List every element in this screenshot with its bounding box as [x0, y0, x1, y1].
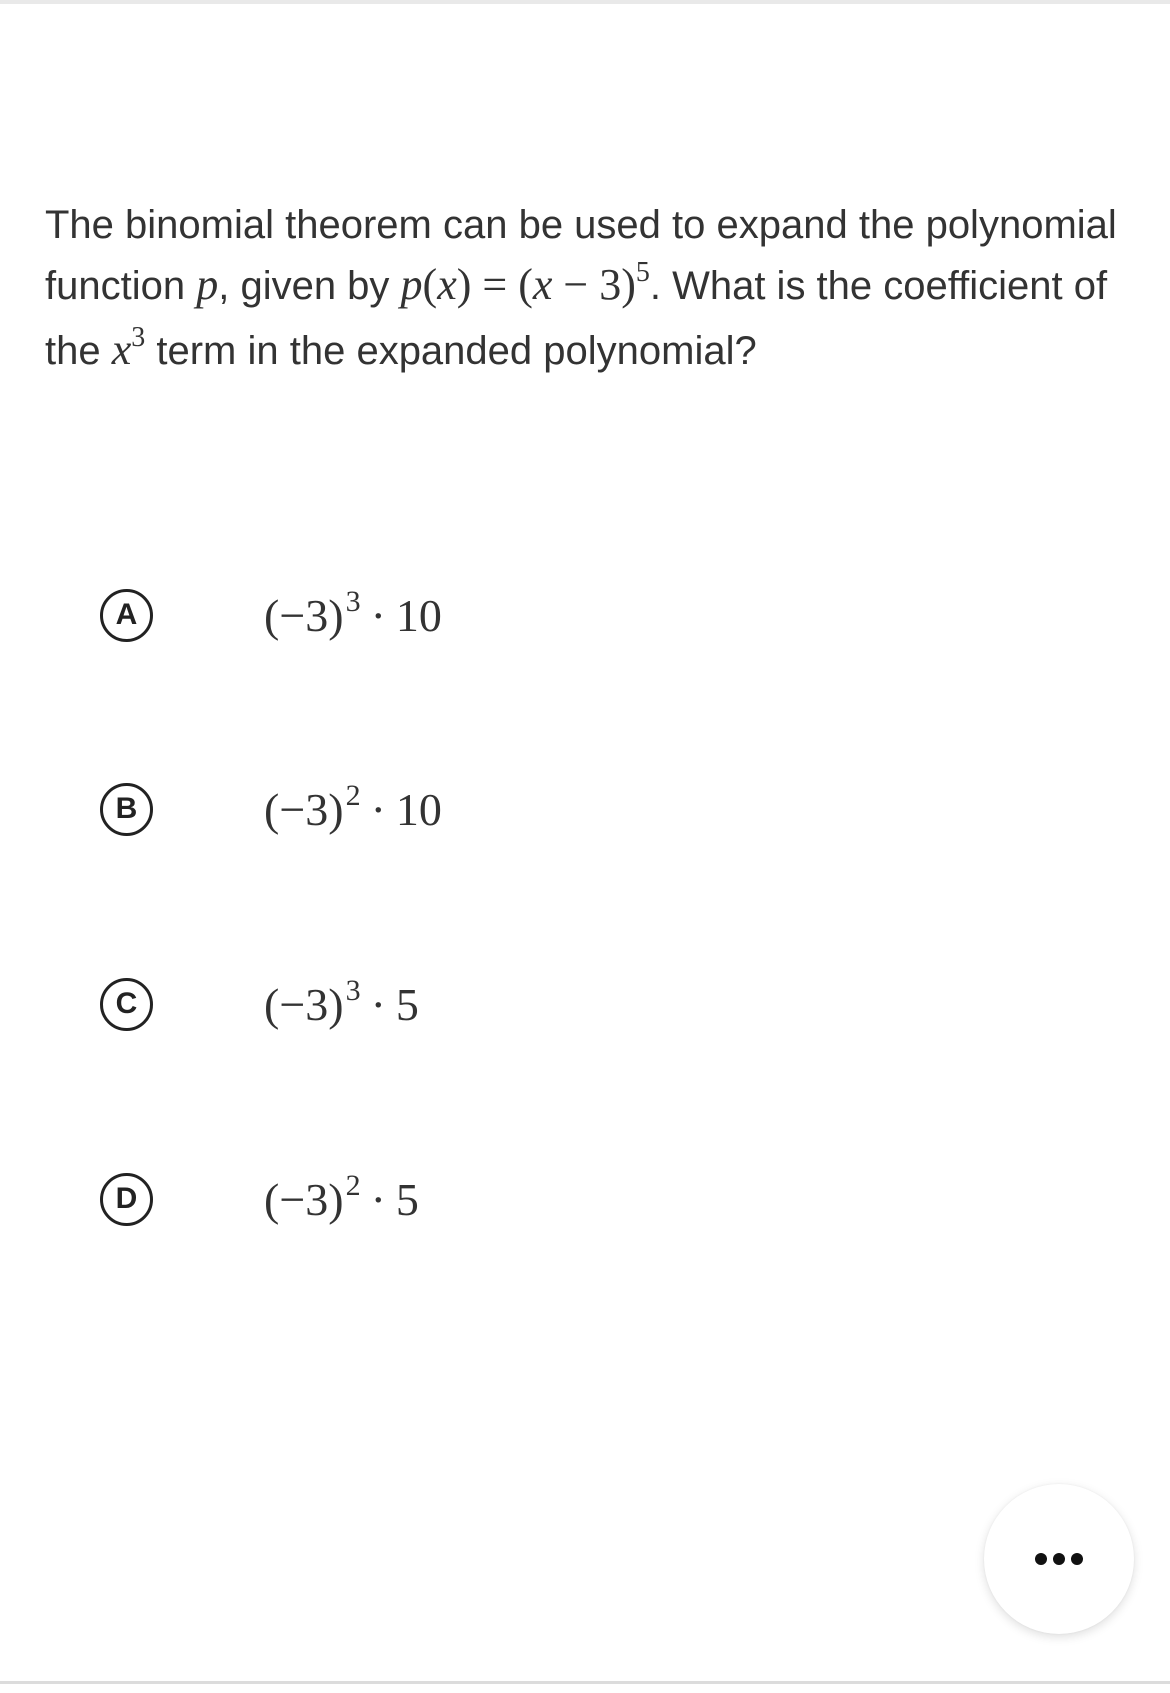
choice-d-expression: $(-3)^2 \cdot 5$ [264, 1168, 419, 1225]
more-options-button[interactable] [984, 1484, 1134, 1634]
bottom-divider [0, 1681, 1170, 1684]
choice-a-expression: $(-3)^3 \cdot 10$ [264, 584, 442, 641]
choice-b-expression: $(-3)^2 \cdot 10$ [264, 778, 442, 835]
question-part1: The binomial theorem can be used to expand the polynomial function [45, 203, 1117, 308]
question-text [45, 196, 1125, 385]
top-divider [0, 0, 1170, 4]
choice-c[interactable] [100, 969, 1000, 1039]
more-horizontal-icon [1035, 1553, 1083, 1565]
choice-c-expression: $(-3)^3 \cdot 5$ [264, 973, 419, 1030]
choice-b[interactable] [100, 774, 1000, 844]
choice-d[interactable] [100, 1164, 1000, 1234]
choice-c-letter: C [100, 978, 153, 1031]
choice-b-letter: B [100, 783, 153, 836]
question-part2: , given by [218, 264, 401, 308]
question-function-expression: $p(x) = (x - 3)^5$ [400, 257, 650, 309]
choice-a[interactable] [100, 580, 1000, 650]
question-var-p: p [196, 260, 219, 309]
question-part3: . What is the coefficient of the [45, 264, 1108, 373]
question-part4: term in the expanded polynomial? [145, 329, 757, 373]
choice-d-letter: D [100, 1173, 153, 1226]
question-term: $x^3$ [111, 322, 146, 374]
choice-a-letter: A [100, 589, 153, 642]
